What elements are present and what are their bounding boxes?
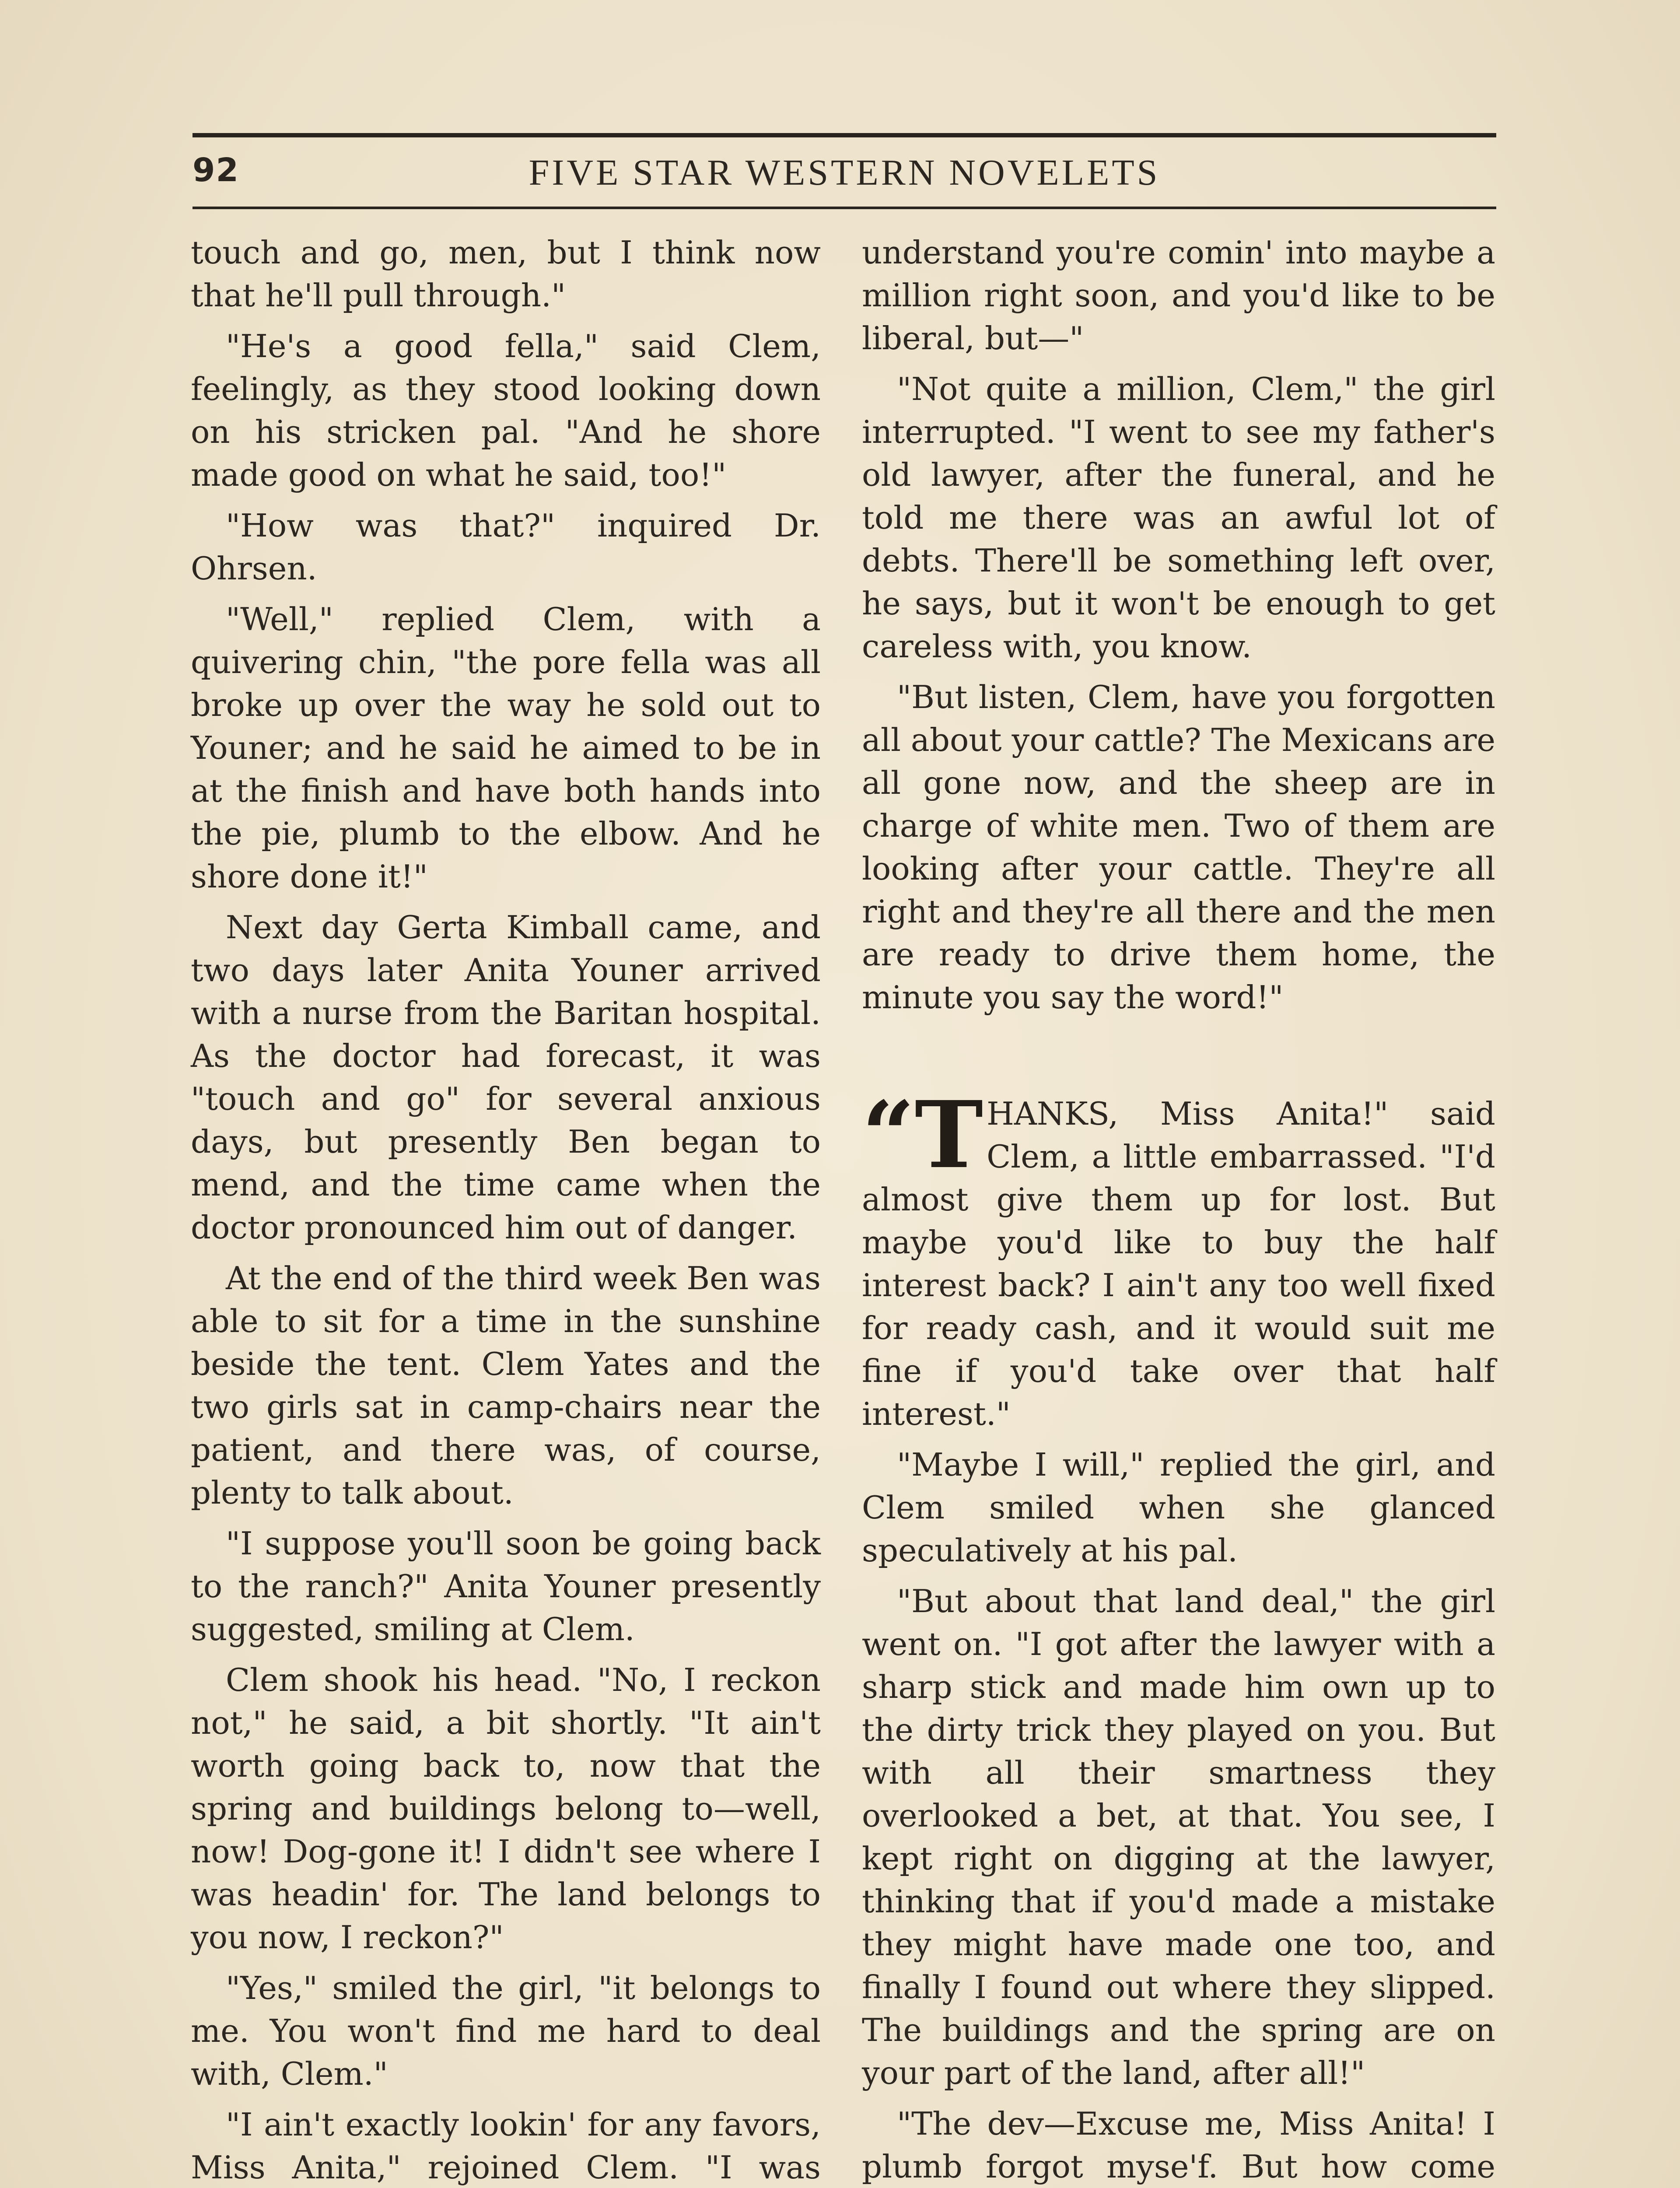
page-header <box>192 139 1496 205</box>
paragraph: understand you're comin' into maybe a million right soon, and you'd like to be liberal, but—" <box>862 234 1495 357</box>
drop-cap-letter: T <box>914 1081 984 1189</box>
drop-cap-text: HANKS, Miss Anita!" said Clem, a little embarrassed. "I'd almost give them up for lost. But maybe you'd like to buy the half interest back? I ain't any too well fixed for ready cash, and it would suit me fine if you'd take over that half interest." <box>862 1095 1495 1432</box>
right-column <box>862 231 1495 2188</box>
paragraph: Next day Gerta Kimball came, and two days later Anita Youner arrived with a nurse from the Baritan hospital. As the doctor had forecast, it was "touch and go" for several anxious days, but presently Ben began to mend, and the time came when the doctor pronounced him out of danger. <box>191 909 821 1246</box>
paragraph: "Not quite a million, Clem," the girl interrupted. "I went to see my father's old lawyer, after the funeral, and he told me there was an awful lot of debts. There'll be something left over, he says, but it won't be enough to get careless with, you know. <box>862 371 1495 665</box>
drop-cap-quote: “ <box>862 1081 915 1189</box>
paragraph: "The dev—Excuse me, Miss Anita! I plumb forgot myse'f. But how come <box>862 2105 1495 2185</box>
paragraph: "Yes," smiled the girl, "it belongs to me. You won't find me hard to deal with, Clem." <box>191 1970 821 2092</box>
header-top-rule <box>192 133 1496 137</box>
dropcap-paragraph <box>862 1081 1495 1435</box>
paragraph: "I ain't exactly lookin' for any favors, Miss Anita," rejoined Clem. "I was <box>191 2106 821 2186</box>
paragraph: "But listen, Clem, have you forgotten all about your cattle? The Mexicans are all gone now, and the sheep are in charge of white men. Two of them are looking after your cattle. They're all right and they're all there and the men are ready to drive them home, the minute you say the word!" <box>862 679 1495 1016</box>
running-title: FIVE STAR WESTERN NOVELETS <box>528 152 1160 193</box>
paragraph: Clem shook his head. "No, I reckon not," he said, a bit shortly. "It ain't worth going back to, now that the spring and buildings belong to—well, now! Dog-gone it! I didn't see where I was headin' for. The land belongs to you now, I reckon?" <box>191 1662 821 1956</box>
paragraph: "But about that land deal," the girl went on. "I got after the lawyer with a sharp stick and made him own up to the dirty trick they played on you. But with all their smartness they overlooked a bet, at that. You see, I kept right on digging at the lawyer, thinking that if you'd made a mistake they might have made one too, and finally I found out where they slipped. The buildings and the spring are on your part of the land, after all!" <box>862 1583 1495 2091</box>
left-column <box>191 231 821 2188</box>
paragraph: "Well," replied Clem, with a quivering chin, "the pore fella was all broke up over the way he sold out to Youner; and he said he aimed to be in at the finish and have both hands into the pie, plumb to the elbow. And he shore done it!" <box>191 601 821 895</box>
paragraph: "How was that?" inquired Dr. Ohrsen. <box>191 507 821 587</box>
paragraph: "Maybe I will," replied the girl, and Clem smiled when she glanced speculatively at his pal. <box>862 1446 1495 1569</box>
page-number: 92 <box>192 151 239 189</box>
header-bottom-rule <box>192 207 1496 209</box>
paragraph: "I suppose you'll soon be going back to the ranch?" Anita Youner presently suggested, smiling at Clem. <box>191 1525 821 1648</box>
paragraph: At the end of the third week Ben was able to sit for a time in the sunshine beside the tent. Clem Yates and the two girls sat in camp-chairs near the patient, and there was, of course, plenty to talk about. <box>191 1260 821 1511</box>
drop-cap <box>862 1081 984 1189</box>
paragraph: "He's a good fella," said Clem, feelingly, as they stood looking down on his stricken pal. "And he shore made good on what he said, too!" <box>191 328 821 493</box>
paragraph: touch and go, men, but I think now that he'll pull through." <box>191 234 821 314</box>
